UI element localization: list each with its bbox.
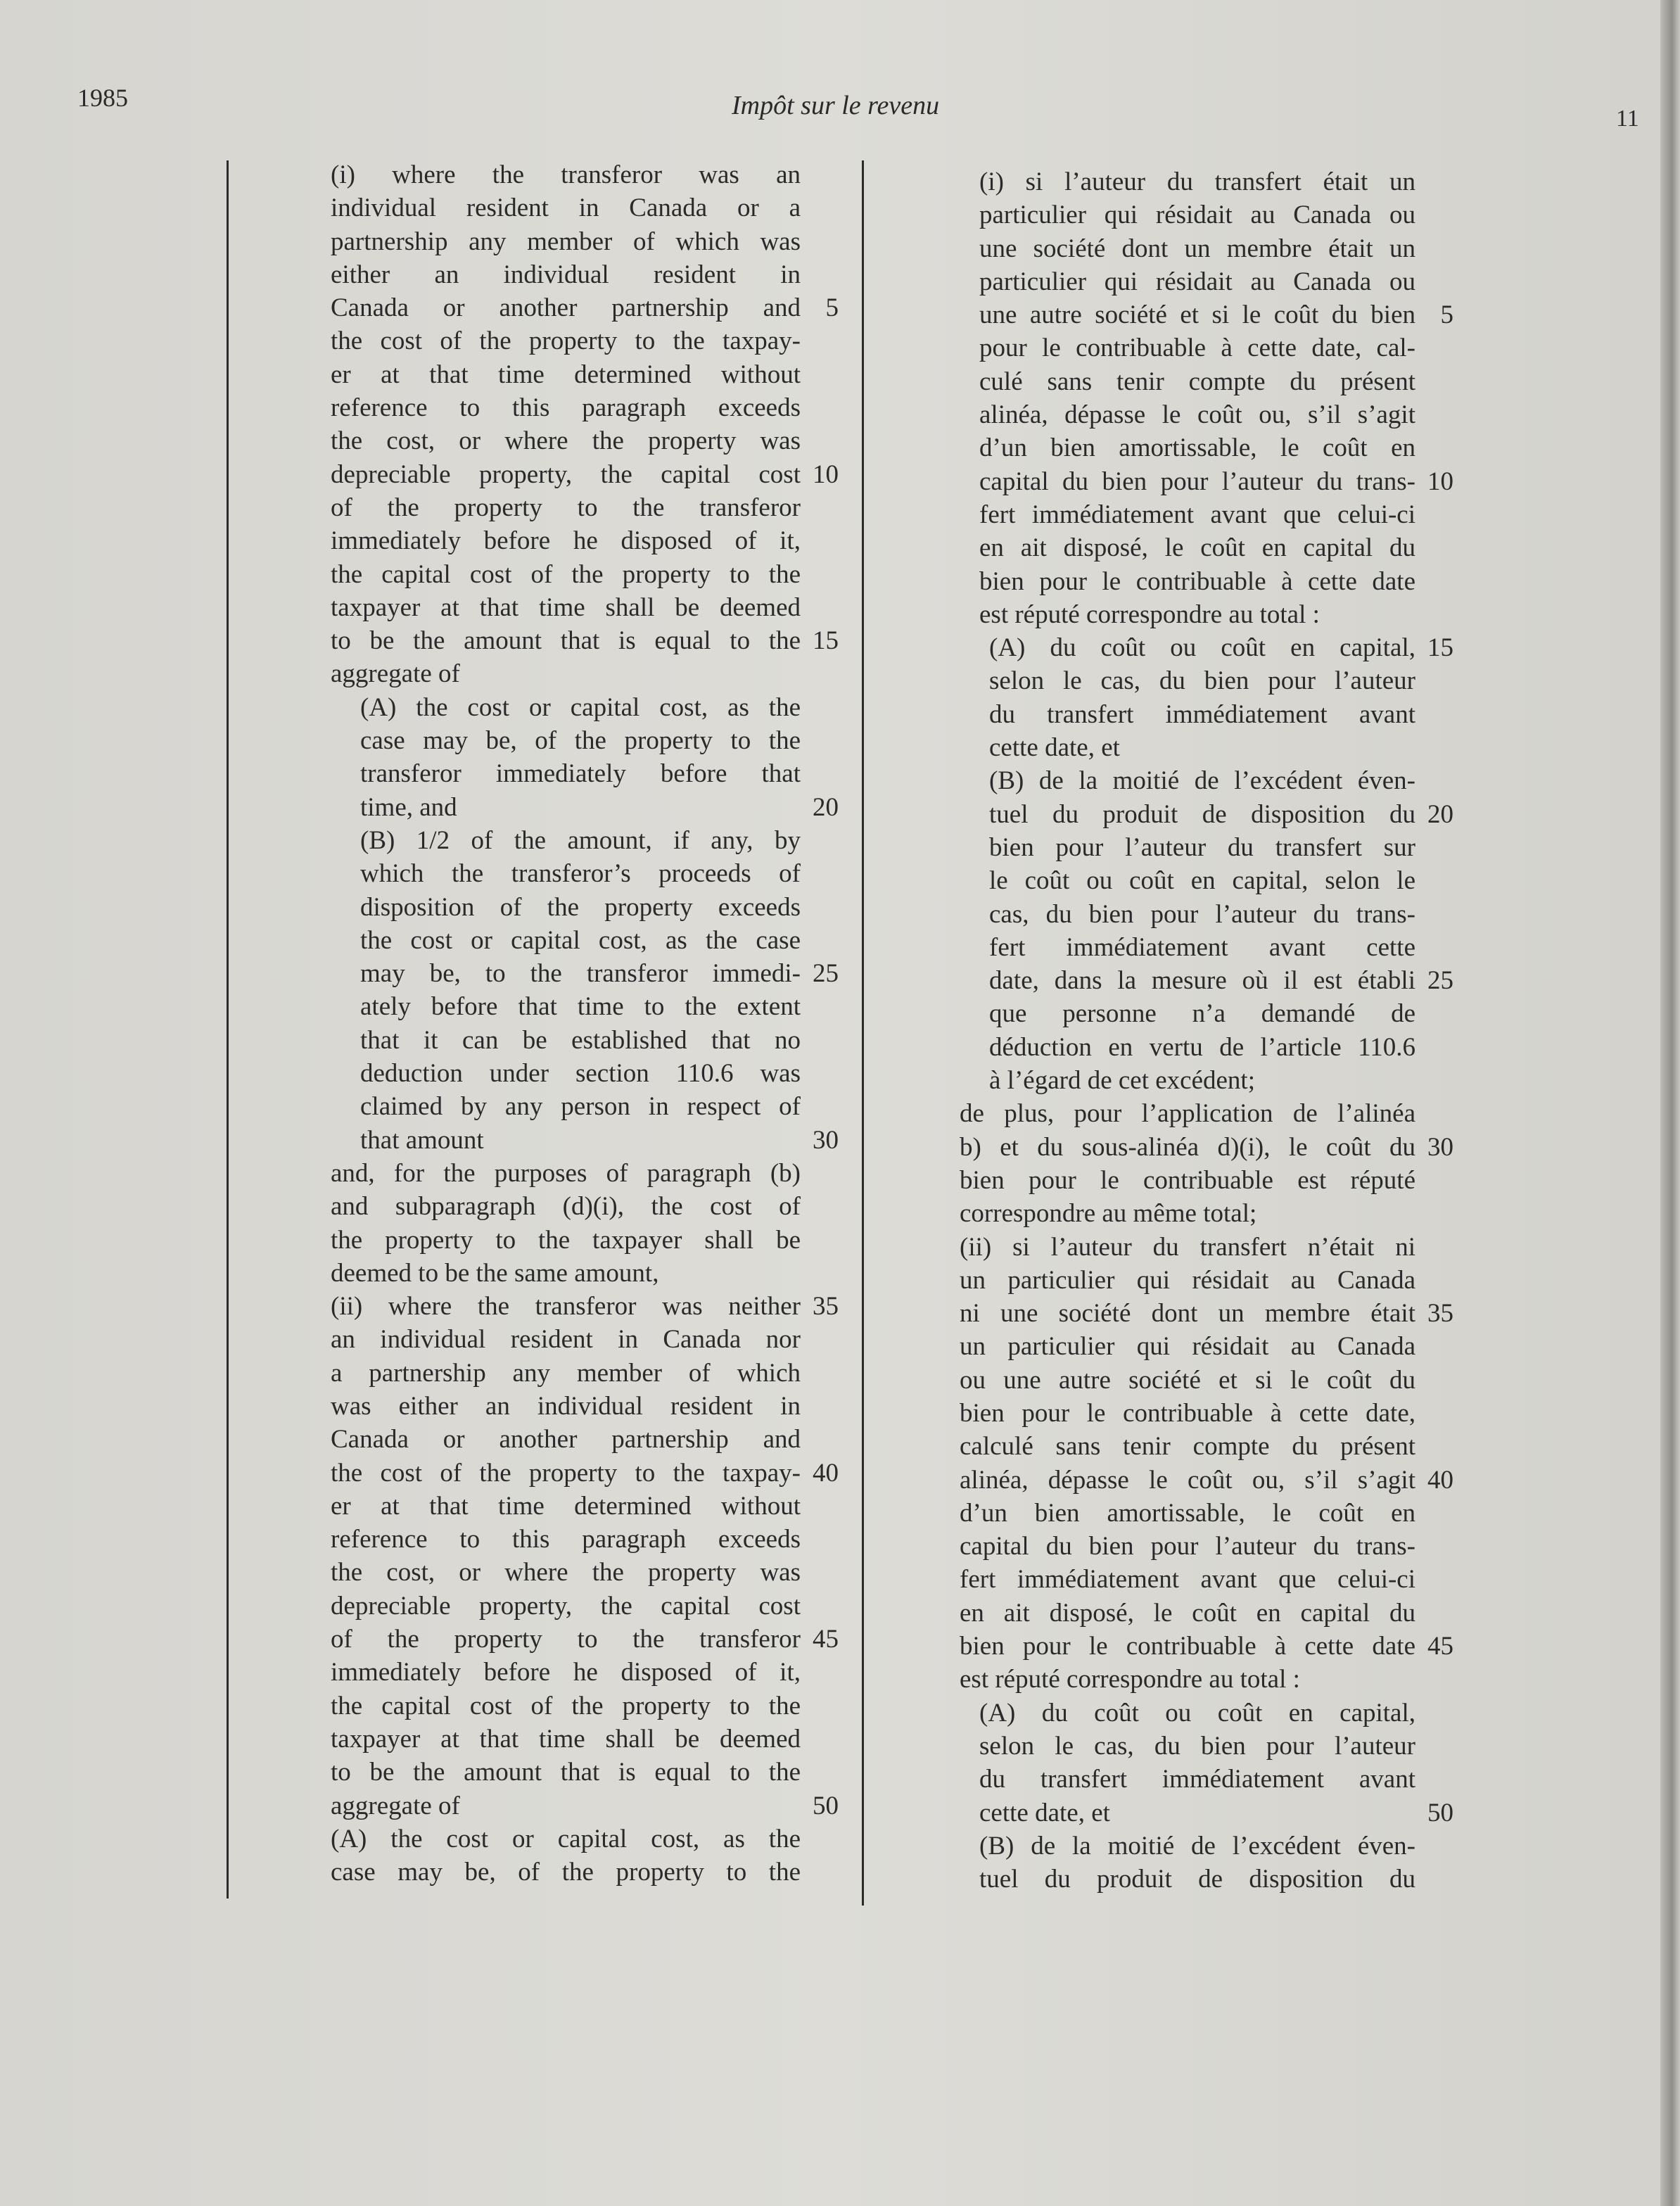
english-line [331,1856,837,1889]
french-line [960,1497,1452,1530]
french-line [960,898,1452,931]
english-line [331,1656,837,1689]
header-page-number: 11 [1616,106,1639,132]
english-line-text: deduction under section 110.6 was [360,1059,801,1089]
english-line-text: to be the amount that is equal to the [331,626,801,656]
french-line [960,1796,1452,1830]
english-line-text: was either an individual resident in [331,1391,801,1421]
line-number: 40 [813,1458,839,1488]
english-line [331,458,837,491]
english-line-text: partnership any member of which was [331,227,801,256]
french-line-text: particulier qui résidait au Canada ou [979,267,1415,296]
english-line [331,591,837,624]
french-line [960,1830,1452,1863]
english-line [331,358,837,391]
english-line-text: depreciable property, the capital cost [331,459,801,489]
french-line-text: calculé sans tenir compte du présent [960,1432,1415,1462]
french-line-text: bien pour le contribuable à cette date [979,566,1415,596]
english-line [331,1323,837,1356]
french-line-text: b) et du sous-alinéa d)(i), le coût du [960,1132,1415,1162]
french-column [960,165,1452,1896]
french-line [960,1697,1452,1730]
english-line [331,1290,837,1323]
english-line-text: claimed by any person in respect of [360,1092,801,1122]
english-line [331,1823,837,1856]
english-line [331,990,837,1023]
french-line-text: (A) du coût ou coût en capital, [989,633,1415,663]
english-line-text: that it can be established that no [360,1025,801,1055]
english-line-text: (A) the cost or capital cost, as the [360,692,801,722]
center-column-rule [862,160,864,1906]
english-line-text: of the property to the transferor [331,493,801,522]
french-line-text: à l’égard de cet excédent; [989,1066,1255,1096]
english-line-text: the cost or capital cost, as the case [360,925,801,955]
english-line [331,1756,837,1789]
english-line [331,1457,837,1490]
french-line [960,565,1452,598]
french-line-text: ou une autre société et si le coût du [960,1365,1415,1395]
page-edge [1660,0,1680,2206]
french-line-text: cette date, et [989,733,1120,763]
french-line-text: (ii) si l’auteur du transfert n’était ni [960,1232,1415,1262]
french-line-text: date, dans la mesure où il est établi [989,966,1415,996]
french-line [960,465,1452,498]
english-line [331,1357,837,1390]
english-line-text: disposition of the property exceeds [360,892,801,922]
french-line [960,1597,1452,1630]
english-line [331,824,837,857]
french-line-text: alinéa, dépasse le coût ou, s’il s’agit [960,1465,1415,1495]
french-line [960,1663,1452,1696]
english-line [331,624,837,657]
line-number: 50 [813,1791,839,1820]
french-line [960,1064,1452,1097]
english-line-text: that amount [360,1125,484,1155]
french-line-text: particulier qui résidait au Canada ou [979,201,1415,230]
english-line [331,1789,837,1823]
line-number: 35 [813,1292,839,1321]
english-line [331,558,837,591]
french-line-text: d’un bien amortissable, le coût en [960,1498,1415,1528]
line-number: 5 [1440,300,1453,330]
english-line-text: time, and [360,792,457,822]
english-line [331,924,837,957]
french-line [960,1131,1452,1164]
french-line-text: fert immédiatement avant que celui-ci [960,1565,1415,1595]
english-line [331,424,837,457]
left-margin-rule [227,160,229,1898]
english-line-text: the property to the taxpayer shall be [331,1225,801,1255]
french-line [960,1231,1452,1264]
french-line-text: (A) du coût ou coût en capital, [979,1698,1415,1728]
english-line [331,691,837,724]
english-line [331,1190,837,1223]
french-line-text: (B) de la moitié de l’excédent éven- [989,766,1415,796]
french-line [960,498,1452,531]
english-line [331,1224,837,1257]
english-line-text: the cost of the property to the taxpay- [331,1458,801,1488]
french-line-text: cas, du bien pour l’auteur du trans- [989,899,1415,929]
french-line-text: fert immédiatement avant cette [989,932,1415,962]
english-line-text: (i) where the transferor was an [331,160,801,189]
french-line [960,997,1452,1030]
english-line [331,724,837,757]
line-number: 20 [1427,799,1453,829]
french-line [960,764,1452,797]
french-line-text: en ait disposé, le coût en capital du [979,533,1415,563]
french-line [960,598,1452,631]
english-line-text: of the property to the transferor [331,1625,801,1654]
french-line [960,1730,1452,1763]
english-line-text: reference to this paragraph exceeds [331,1525,801,1554]
english-line [331,1556,837,1589]
english-line [331,1157,837,1190]
english-line [331,191,837,224]
french-line [960,1164,1452,1197]
french-line-text: bien pour le contribuable à cette date [960,1632,1415,1661]
french-line [960,331,1452,365]
english-line-text: to be the amount that is equal to the [331,1758,801,1787]
english-line-text: aggregate of [331,659,460,689]
english-line-text: depreciable property, the capital cost [331,1591,801,1621]
english-line [331,1423,837,1456]
english-line-text: taxpayer at that time shall be deemed [331,1724,801,1754]
english-line-text: (B) 1/2 of the amount, if any, by [360,825,801,855]
english-line [331,1523,837,1556]
line-number: 10 [1427,467,1453,496]
english-line-text: immediately before he disposed of it, [331,1658,801,1687]
french-line-text: bien pour l’auteur du transfert sur [989,832,1415,862]
french-line [960,1397,1452,1430]
english-line [331,1590,837,1623]
english-line [331,791,837,824]
line-number: 5 [825,293,839,323]
french-line-text: cette date, et [979,1798,1110,1827]
english-line [331,1623,837,1656]
french-line-text: déduction en vertu de l’article 110.6 [989,1032,1415,1062]
english-line [331,1024,837,1057]
french-line-text: fert immédiatement avant que celui-ci [979,500,1415,529]
line-number: 25 [813,959,839,989]
french-line [960,298,1452,331]
french-line-text: du transfert immédiatement avant [989,699,1415,729]
english-line-text: which the transferor’s proceeds of [360,859,801,889]
english-line [331,1090,837,1123]
french-line-text: bien pour le contribuable à cette date, [960,1398,1415,1428]
french-line [960,232,1452,265]
english-line-text: either an individual resident in [331,260,801,289]
english-column [331,158,837,1889]
english-line-text: and, for the purposes of paragraph (b) [331,1158,801,1188]
french-line-text: un particulier qui résidait au Canada [960,1332,1415,1362]
french-line-text: en ait disposé, le coût en capital du [960,1598,1415,1628]
french-line-text: culé sans tenir compte du présent [979,367,1415,396]
french-line-text: selon le cas, du bien pour l’auteur [979,1731,1415,1761]
english-line-text: individual resident in Canada or a [331,194,801,223]
french-line [960,1430,1452,1463]
french-line-text: un particulier qui résidait au Canada [960,1265,1415,1295]
french-line [960,431,1452,464]
line-number: 25 [1427,966,1453,996]
english-line-text: (ii) where the transferor was neither [331,1292,801,1321]
french-line [960,1264,1452,1297]
french-line-text: (B) de la moitié de l’excédent éven- [979,1831,1415,1860]
english-line-text: may be, to the transferor immedi- [360,959,801,989]
line-number: 15 [1427,633,1453,663]
french-line [960,1031,1452,1064]
line-number: 20 [813,792,839,822]
french-line [960,1097,1452,1130]
french-line-text: pour le contribuable à cette date, cal- [979,334,1415,363]
english-line [331,1124,837,1157]
english-line-text: taxpayer at that time shall be deemed [331,592,801,622]
english-line [331,291,837,324]
english-line-text: er at that time determined without [331,1491,801,1521]
english-line-text: the capital cost of the property to the [331,1691,801,1720]
french-line [960,198,1452,232]
english-line-text: the cost, or where the property was [331,1558,801,1587]
french-line [960,931,1452,964]
french-line [960,864,1452,897]
french-line-text: tuel du produit de disposition du [979,1865,1415,1894]
french-line [960,1530,1452,1563]
english-line [331,891,837,924]
french-line [960,731,1452,764]
french-line-text: (i) si l’auteur du transfert était un [979,167,1415,196]
english-line [331,225,837,258]
french-line-text: ni une société dont un membre était [960,1299,1415,1329]
french-line [960,831,1452,864]
french-line [960,1630,1452,1663]
english-line-text: case may be, of the property to the [331,1858,801,1887]
english-line [331,1690,837,1723]
english-line [331,1723,837,1756]
french-line-text: alinéa, dépasse le coût ou, s’il s’agit [979,400,1415,430]
english-line [331,158,837,191]
line-number: 50 [1427,1798,1453,1827]
line-number: 40 [1427,1465,1453,1495]
french-line [960,165,1452,198]
english-line-text: aggregate of [331,1791,460,1820]
english-line [331,491,837,524]
english-line-text: a partnership any member of which [331,1358,801,1388]
english-line-text: (A) the cost or capital cost, as the [331,1824,801,1853]
french-line [960,798,1452,831]
english-line [331,957,837,990]
french-line [960,531,1452,564]
french-line [960,398,1452,431]
french-line-text: capital du bien pour l’auteur du trans- [979,467,1415,496]
french-line [960,1197,1452,1230]
english-line-text: er at that time determined without [331,360,801,389]
french-line [960,1464,1452,1497]
french-line [960,265,1452,298]
line-number: 45 [1427,1632,1453,1661]
french-line [960,1297,1452,1330]
french-line-text: le coût ou coût en capital, selon le [989,866,1415,896]
french-line [960,698,1452,731]
english-line-text: reference to this paragraph exceeds [331,393,801,423]
line-number: 30 [813,1125,839,1155]
english-line [331,1057,837,1090]
french-line-text: tuel du produit de disposition du [989,799,1415,829]
french-line [960,1330,1452,1363]
english-line-text: ately before that time to the extent [360,992,801,1022]
english-line [331,324,837,357]
english-line-text: transferor immediately before that [360,759,801,789]
line-number: 45 [813,1625,839,1654]
french-line [960,964,1452,997]
english-line [331,657,837,690]
french-line-text: est réputé correspondre au total : [960,1665,1300,1694]
french-line [960,365,1452,398]
line-number: 35 [1427,1299,1453,1329]
english-line-text: case may be, of the property to the [360,726,801,756]
english-line-text: the cost of the property to the taxpay- [331,327,801,356]
line-number: 30 [1427,1132,1453,1162]
french-line-text: capital du bien pour l’auteur du trans- [960,1532,1415,1561]
french-line-text: que personne n’a demandé de [989,999,1415,1029]
french-line [960,631,1452,664]
english-line-text: and subparagraph (d)(i), the cost of [331,1192,801,1222]
french-line-text: correspondre au même total; [960,1199,1257,1229]
english-line [331,757,837,790]
french-line-text: bien pour le contribuable est réputé [960,1165,1415,1195]
french-line [960,664,1452,697]
english-line [331,258,837,291]
english-line-text: deemed to be the same amount, [331,1258,659,1288]
header-title: Impôt sur le revenu [732,91,940,120]
line-number: 15 [813,626,839,656]
english-line [331,1257,837,1290]
line-number: 10 [813,459,839,489]
french-line-text: une société dont un membre était un [979,234,1415,263]
english-line-text: Canada or another partnership and [331,293,801,323]
english-line [331,1490,837,1523]
english-line [331,1390,837,1423]
french-line-text: de plus, pour l’application de l’alinéa [960,1099,1415,1129]
header-year: 1985 [77,84,128,112]
french-line [960,1763,1452,1796]
english-line [331,391,837,424]
french-line [960,1364,1452,1397]
french-line-text: du transfert immédiatement avant [979,1765,1415,1794]
english-line [331,857,837,890]
french-line-text: est réputé correspondre au total : [979,600,1320,629]
english-line-text: immediately before he disposed of it, [331,526,801,556]
french-line [960,1863,1452,1896]
english-line-text: an individual resident in Canada nor [331,1325,801,1355]
french-line-text: selon le cas, du bien pour l’auteur [989,666,1415,696]
english-line-text: the cost, or where the property was [331,426,801,456]
french-line-text: d’un bien amortissable, le coût en [979,433,1415,463]
english-line [331,524,837,557]
english-line-text: the capital cost of the property to the [331,559,801,589]
french-line-text: une autre société et si le coût du bien [979,300,1415,330]
english-line-text: Canada or another partnership and [331,1425,801,1454]
french-line [960,1563,1452,1596]
